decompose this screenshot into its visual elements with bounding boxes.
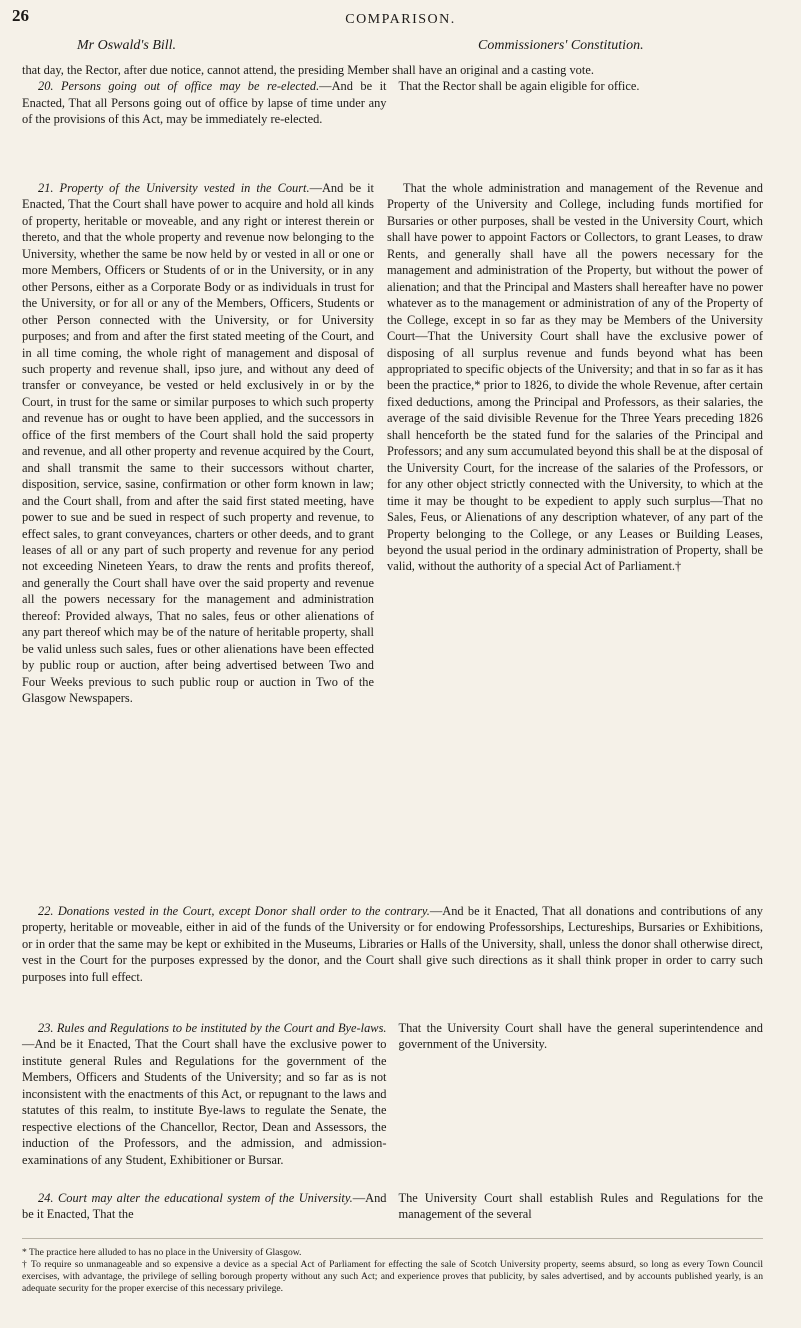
carryover-text: that day, the Rector, after due notice, cannot attend, the presiding Member shall have an original and a casting vote. <box>22 63 594 77</box>
section-20-text: —And be it Enacted, That all Persons going out of office by lapse of time under any of the provisions of this Act, may be immediately re-elected. <box>22 79 387 127</box>
section-22 <box>22 903 763 985</box>
section-21-right: That the whole administration and management of the Revenue and Property of the University and College, including funds mortified for Bursaries or other purposes, shall be vested in the University Court, which shall have power to appoint Factors or Collectors, to grant Leases, to draw Rents, and generally shall have all the powers necessary for the management and administration of the Property, but without the power of alienation; and that the Principal and Masters shall hereafter have no power whatever as to the management or administration of any of the Property of the College, except in so far as they may be Members of the University Court—That the University Court shall have the exclusive power of disposing of all surplus revenue and funds beyond what has been appropriated to specific objects of the University; and that in so far as it has been the practice,* prior to 1826, to divide the whole Revenue, after certain fixed deductions, among the Principal and Professors, as their salaries, the average of the said divisible Revenue for the Three Years preceding 1826 shall henceforth be the stated fund for the salaries of the Principal and Professors; and any sum accumulated beyond this shall be at the disposal of the University Court, for the increase of the salaries of the Professors, or for any other object strictly connected with the University, to which at the time it may be thought to be expedient to apply such surplus—That no Sales, Feus, or Alienations of any description whatever, of any part of the Property belonging to the College, or any Leases or Building Leases, beyond the usual period in the ordinary administration of Property, shall be valid, without the authority of a special Act of Parliament.† <box>387 181 763 574</box>
section-24-left <box>22 1190 387 1223</box>
section-20 <box>22 78 763 127</box>
section-24-title: 24. Court may alter the educational system of the University. <box>38 1191 353 1205</box>
section-21-text: —And be it Enacted, That the Court shall have power to acquire and hold all kinds of property, heritable or moveable, and any right or interest therein or thereto, and that the whole property and revenue now belonging to the University, whether the same be now held by or vested in all or one or more Members, Officers or Students of or in the University, or in any other Persons, either as a Corporate Body or as individuals in trust for the University, or for all or any of the Members, Officers, Students or other Person connected with the University, or for University purposes; and from and after the first stated meeting of the Court, and in all time coming, the whole right of management and disposal of such property and revenue shall, ipso jure, and without any deed of transfer or conveyance, be vested or held exclusively in or by the Court, in trust for the same or similar purposes to which such property and revenue has or ought to have been applied, and the successors in office of the first members of the Court shall hold the said property and revenue, and all other property and revenue acquired by the Court, and shall transmit the same to their successors without charter, disposition, service, sasine, confirmation or other form known in law; and the Court shall, from and after the said first stated meeting, have power to sue and be sued in respect of such property and revenue, to effect sales, to grant conveyances, charters or other deeds, and to grant leases of all or any part of such property and revenue for any period not exceeding Nineteen Years, to draw the rents and profits thereof, and generally the Court shall have over the said property and revenue all the powers necessary for the management and administration thereof: Provided always, That no sales, feus or other alienations of any part thereof which may be of the nature of heritable property, shall be valid unless such sales, fues or other alienations have been effected by public roup or auction, after being advertised between Two and Four Weeks previous to such public roup or auction in Two of the Glasgow Newspapers. <box>22 181 374 706</box>
left-column-heading: Mr Oswald's Bill. <box>77 38 177 53</box>
section-21-left-column <box>22 180 374 707</box>
section-22-text: —And be it Enacted, That all donations and contributions of any property, heritable or moveable, either in aid of the funds of the University or for endowing Professorships, Lectureships, Bursaries or Exhibitions, or in order that the same may be kept or exhibited in the Museums, Libraries or Halls of the University, shall, unless the donor shall otherwise direct, vest in the Court for the purposes expressed by the donor, and the Court shall give such directions as it shall think proper in order to carry such purposes into full effect. <box>22 904 764 984</box>
section-21-left <box>22 180 374 707</box>
section-23-left <box>22 1020 387 1168</box>
top-block <box>22 62 763 128</box>
section-24 <box>22 1190 763 1223</box>
footnote-star: * The practice here alluded to has no place in the University of Glasgow. <box>22 1247 302 1258</box>
section-24-text: —And be it Enacted, That the <box>22 1191 387 1222</box>
section-21-right-column <box>387 180 763 575</box>
section-23-title: 23. Rules and Regulations to be instituted by the Court and Bye-laws. <box>38 1021 387 1035</box>
section-24-right: The University Court shall establish Rules and Regulations for the management of the several <box>398 1191 763 1222</box>
footnote-rule <box>22 1238 763 1239</box>
section-23 <box>22 1020 763 1168</box>
page-number: 26 <box>12 6 29 25</box>
running-title: COMPARISON. <box>345 12 456 27</box>
footnote-dagger: † To require so unmanageable and so expensive a device as a special Act of Parliament for effecting the sale of Scotch University property, seems absurd, so long as every Town Council exercises, with advantage, the privilege of selling borough property without any such Act; and experience proves that publicity, by sales advertised, and by accounts published yearly, is an adequate security for the proper exercise of this necessary privilege. <box>22 1259 763 1294</box>
section-22-title: 22. Donations vested in the Court, except Donor shall order to the contrary. <box>38 904 430 918</box>
section-21-title: 21. Property of the University vested in the Court. <box>38 181 310 195</box>
footnotes <box>22 1247 763 1295</box>
section-23-text: —And be it Enacted, That the Court shall have the exclusive power to institute general Rules and Regulations for the government of the Members, Officers and Students of the University; and so far as is not inconsistent with the enactments of this Act, or repugnant to the laws and statutes of this realm, to institute Bye-laws to regulate the Senate, the respective elections of the Chancellor, Rector, Dean and Assessors, the induction of the Professors, and the admission, and admission-examinations of any Student, Exhibitioner or Bursar. <box>22 1037 387 1167</box>
section-20-right: That the Rector shall be again eligible for office. <box>398 79 640 94</box>
right-column-heading: Commissioners' Constitution. <box>478 38 644 53</box>
section-20-title: 20. Persons going out of office may be re-elected. <box>38 79 320 94</box>
section-23-right: That the University Court shall have the general superintendence and government of the University. <box>398 1021 763 1052</box>
section-20-left <box>22 78 387 127</box>
